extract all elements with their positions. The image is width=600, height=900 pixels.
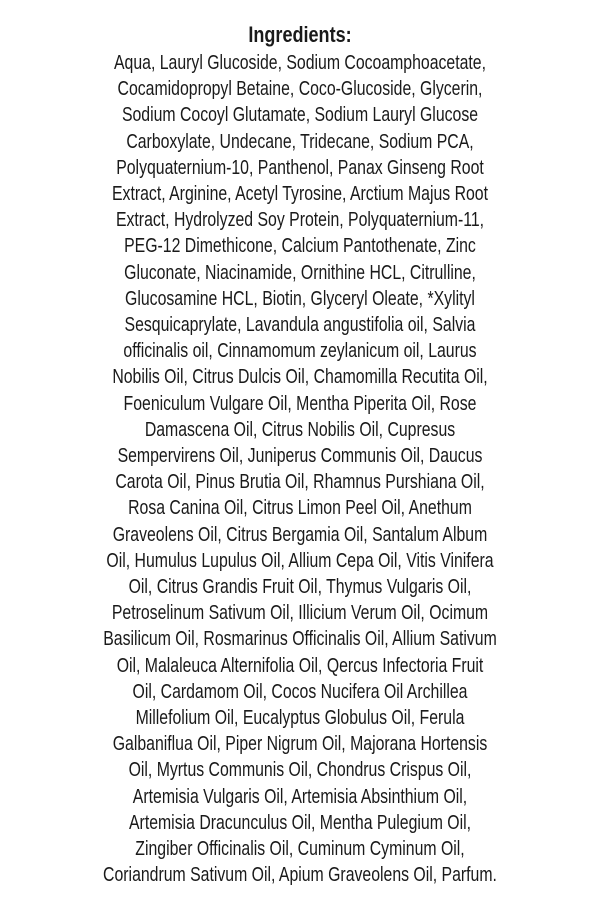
ingredients-list (0, 50, 600, 889)
ingredient-line: Petroselinum Sativum Oil, Illicium Verum Oil, Ocimum (111, 602, 489, 625)
ingredient-line: Oil, Citrus Grandis Fruit Oil, Thymus Vulgaris Oil, (128, 576, 472, 599)
ingredient-line: officinalis oil, Cinnamomum zeylanicum oil, Laurus (123, 340, 477, 363)
ingredient-line: Oil, Myrtus Communis Oil, Chondrus Crispus Oil, (128, 759, 472, 782)
ingredient-line: Cocamidopropyl Betaine, Coco-Glucoside, Glycerin, (117, 78, 483, 101)
ingredient-line: Rosa Canina Oil, Citrus Limon Peel Oil, Anethum (128, 497, 472, 520)
ingredient-line: PEG-12 Dimethicone, Calcium Pantothenate, Zinc (124, 235, 476, 258)
ingredient-line: Glucosamine HCL, Biotin, Glyceryl Oleate, *Xylityl (125, 287, 475, 310)
ingredient-line: Gluconate, Niacinamide, Ornithine HCL, Citrulline, (124, 261, 476, 284)
ingredient-line: Aqua, Lauryl Glucoside, Sodium Cocoamphoacetate, (114, 52, 486, 74)
ingredients-heading: Ingredients: (248, 22, 352, 47)
ingredient-line: Oil, Malaleuca Alternifolia Oil, Qercus Infectoria Fruit (116, 654, 484, 677)
ingredient-line: Extract, Hydrolyzed Soy Protein, Polyquaternium-11, (115, 209, 485, 232)
ingredient-line: Carota Oil, Pinus Brutia Oil, Rhamnus Purshiana Oil, (115, 471, 485, 494)
ingredient-line: Artemisia Vulgaris Oil, Artemisia Absinthium Oil, (132, 785, 468, 808)
ingredient-line: Oil, Humulus Lupulus Oil, Allium Cepa Oil, Vitis Vinifera (106, 549, 494, 572)
ingredient-line: Sempervirens Oil, Juniperus Communis Oil, Daucus (117, 445, 483, 468)
ingredient-line: Sesquicaprylate, Lavandula angustifolia oil, Salvia (124, 314, 476, 337)
ingredient-line: Artemisia Dracunculus Oil, Mentha Pulegium Oil, (128, 811, 472, 834)
ingredient-line: Damascena Oil, Citrus Nobilis Oil, Cupresus (144, 418, 456, 441)
ingredient-line: Sodium Cocoyl Glutamate, Sodium Lauryl Glucose (121, 104, 479, 127)
ingredient-line: Nobilis Oil, Citrus Dulcis Oil, Chamomilla Recutita Oil, (112, 366, 488, 389)
ingredient-line: Foeniculum Vulgare Oil, Mentha Piperita Oil, Rose (123, 392, 477, 415)
ingredient-line: Coriandrum Sativum Oil, Apium Graveolens Oil, Parfum. (103, 864, 497, 887)
ingredient-line: Oil, Cardamom Oil, Cocos Nucifera Oil Archillea (132, 680, 468, 703)
ingredient-line: Graveolens Oil, Citrus Bergamia Oil, Santalum Album (112, 523, 488, 546)
ingredient-line: Galbaniflua Oil, Piper Nigrum Oil, Majorana Hortensis (112, 733, 488, 756)
ingredient-line: Carboxylate, Undecane, Tridecane, Sodium PCA, (126, 130, 474, 153)
ingredient-line: Millefolium Oil, Eucalyptus Globulus Oil, Ferula (135, 707, 465, 730)
ingredient-line: Polyquaternium-10, Panthenol, Panax Ginseng Root (116, 156, 484, 179)
ingredient-line: Basilicum Oil, Rosmarinus Officinalis Oil, Allium Sativum (103, 628, 497, 651)
ingredient-line: Zingiber Officinalis Oil, Cuminum Cyminum Oil, (135, 838, 465, 861)
ingredient-line: Extract, Arginine, Acetyl Tyrosine, Arctium Majus Root (111, 183, 489, 206)
